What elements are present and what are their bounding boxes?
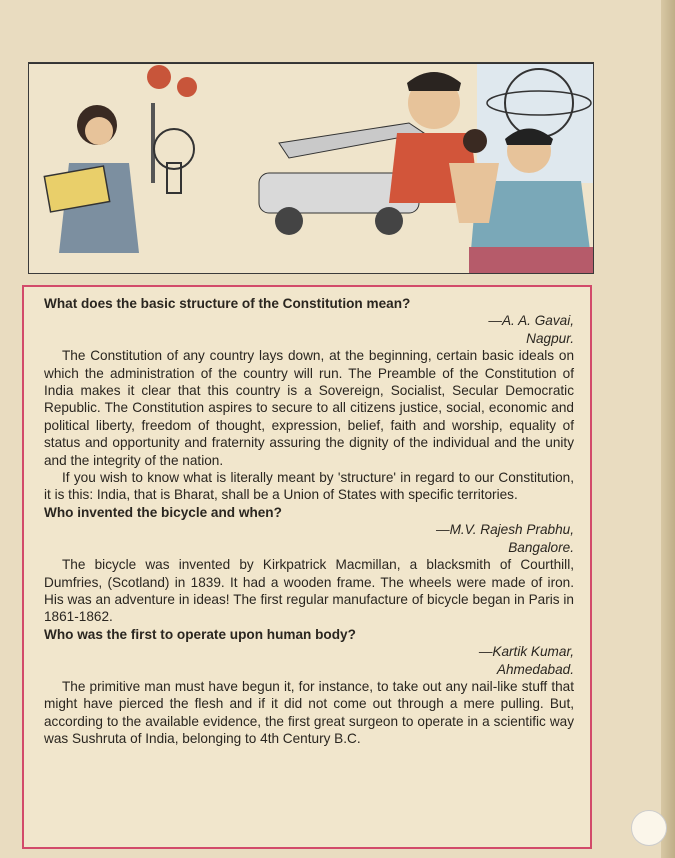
answer-3-paragraph-1: The primitive man must have begun it, for instance, to take out any nail-like stuff that might have pierced the flesh and if it did not come out through a mere pulling. But, according to the available evidence, the first great surgeon to operate in a scientific way was Sushruta of India, belonging to 4th Century B.C. [44, 678, 574, 747]
illustration-art [29, 63, 593, 273]
qa-content [44, 295, 574, 748]
author-2: —M.V. Rajesh Prabhu, [435, 522, 574, 538]
answer-1-paragraph-2: If you wish to know what is literally meant by 'structure' in regard to our Constitution, it is this: India, that is Bharat, shall be a Union of States with specific territories. [44, 470, 574, 503]
city-1: Nagpur. [526, 330, 574, 346]
section-title [169, 271, 453, 274]
page-edge [661, 0, 675, 858]
city-3: Ahmedabad. [496, 661, 574, 677]
author-3: —Kartik Kumar, [478, 644, 574, 660]
qa-box [22, 285, 592, 849]
question-2: Who invented the bicycle and when? [44, 504, 282, 520]
header-illustration [28, 62, 594, 274]
answer-1-paragraph-1: The Constitution of any country lays down, at the beginning, certain basic ideals on which the administration of the country will run. The Preamble of the Constitution of India makes it clear that this country is a Sovereign, Socialist, Secular Democratic Republic. The Constitution aspires to secure to all citizens justice, social, economic and political liberty, freedom of thought, expression, belief, faith and worship, equality of status and opportunity and fraternity assuring the dignity of the individual and the unity and the integrity of the nation. [44, 348, 574, 468]
answer-2-paragraph-1: The bicycle was invented by Kirkpatrick Macmillan, a blacksmith of Courthill, Dumfries, (Scotland) in 1839. It had a wooden frame. The wheels were made of iron. His was an adventure in ideas! The first regular manufacture of bicycle began in Paris in 1861-1862. [44, 557, 574, 625]
city-2: Bangalore. [508, 539, 574, 555]
question-1: What does the basic structure of the Constitution mean? [44, 296, 411, 311]
author-1: —A. A. Gavai, [488, 313, 574, 329]
watermark-logo-icon [631, 810, 667, 846]
question-3: Who was the first to operate upon human body? [44, 626, 356, 642]
